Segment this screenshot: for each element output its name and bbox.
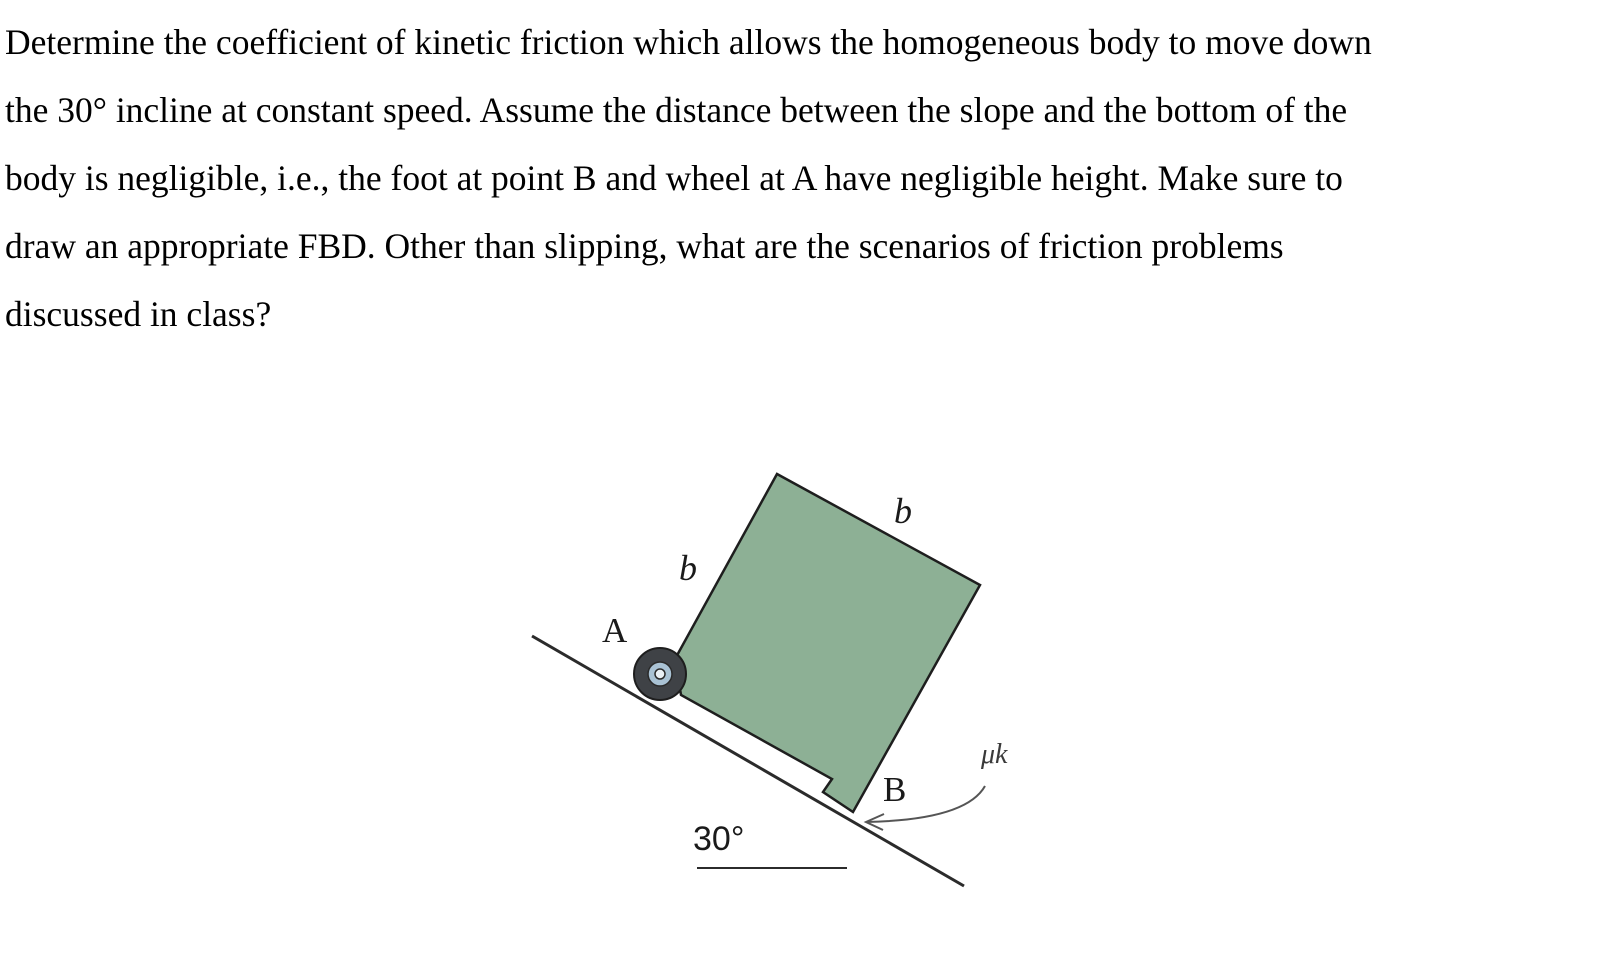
problem-line-1: Determine the coefficient of kinetic friction which allows the homogeneous body to move down: [5, 22, 1372, 62]
problem-line-5: discussed in class?: [5, 294, 272, 334]
problem-line-4: draw an appropriate FBD. Other than slipping, what are the scenarios of friction problems: [5, 226, 1284, 266]
label-friction-coefficient: μk: [981, 739, 1008, 770]
problem-line-2: the 30° incline at constant speed. Assume the distance between the slope and the bottom of the: [5, 90, 1348, 130]
label-side-left: b: [679, 548, 697, 588]
label-side-top: b: [894, 491, 912, 531]
wheel-a-icon: [634, 648, 686, 700]
label-point-b: B: [883, 770, 907, 809]
label-point-a: A: [602, 611, 628, 650]
problem-line-3: body is negligible, i.e., the foot at point B and wheel at A have negligible height. Make sure to: [5, 158, 1343, 198]
label-angle: 30°: [693, 820, 745, 858]
